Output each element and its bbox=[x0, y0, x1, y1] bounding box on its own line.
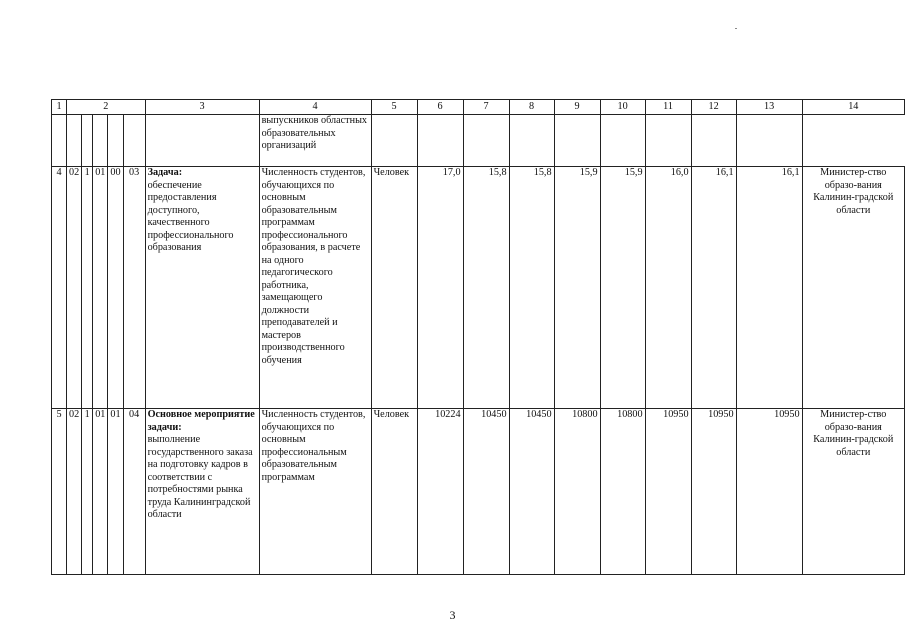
header-cell: 7 bbox=[463, 100, 509, 115]
activity-text: выполнение государственного заказа на подготовку кадров в соответствии с потребностями рынка труда Калининградской области bbox=[147, 434, 253, 520]
header-cell: 11 bbox=[645, 100, 691, 115]
code-cell: 01 bbox=[93, 409, 108, 575]
code-cell: 01 bbox=[93, 167, 108, 409]
indicator-cell: выпускников областных образовательных организаций bbox=[259, 115, 371, 167]
table-row bbox=[52, 115, 905, 167]
header-cell: 9 bbox=[554, 100, 600, 115]
header-cell: 10 bbox=[600, 100, 645, 115]
code-cell: 04 bbox=[123, 409, 145, 575]
code-cell: 02 bbox=[67, 167, 82, 409]
header-cell: 1 bbox=[52, 100, 67, 115]
table-row bbox=[52, 409, 905, 575]
task-cell bbox=[145, 167, 259, 409]
code-cell: 1 bbox=[82, 167, 93, 409]
header-cell: 2 bbox=[67, 100, 146, 115]
header-cell: 12 bbox=[691, 100, 736, 115]
task-label: Задача: bbox=[147, 167, 183, 178]
code-cell: 01 bbox=[108, 409, 123, 575]
indicator-cell: Численность студентов, обучающихся по основным профессиональным образовательным программам bbox=[259, 409, 371, 575]
page-number: 3 bbox=[449, 608, 456, 622]
table-row bbox=[52, 167, 905, 409]
header-cell: 13 bbox=[736, 100, 802, 115]
value-cell: 16,0 bbox=[645, 167, 691, 409]
value-cell: 15,8 bbox=[509, 167, 554, 409]
value-cell: 10450 bbox=[509, 409, 554, 575]
code-cell: 02 bbox=[67, 409, 82, 575]
code-cell: 00 bbox=[108, 167, 123, 409]
program-indicators-table bbox=[51, 99, 905, 575]
value-cell: 17,0 bbox=[417, 167, 463, 409]
row-number: 5 bbox=[52, 409, 67, 575]
value-cell: 15,8 bbox=[463, 167, 509, 409]
value-cell: 10950 bbox=[645, 409, 691, 575]
code-cell: 1 bbox=[82, 409, 93, 575]
header-cell: 8 bbox=[509, 100, 554, 115]
row-number: 4 bbox=[52, 167, 67, 409]
header-cell: 5 bbox=[371, 100, 417, 115]
header-cell: 3 bbox=[145, 100, 259, 115]
task-text: обеспечение предоставления доступного, качественного профессионального образования bbox=[147, 179, 234, 253]
unit-cell: Человек bbox=[371, 409, 417, 575]
code-cell: 03 bbox=[123, 167, 145, 409]
header-cell: 14 bbox=[802, 100, 904, 115]
value-cell: 15,9 bbox=[554, 167, 600, 409]
header-cell: 4 bbox=[259, 100, 371, 115]
value-cell: 16,1 bbox=[736, 167, 802, 409]
value-cell: 10950 bbox=[736, 409, 802, 575]
unit-cell: Человек bbox=[371, 167, 417, 409]
value-cell: 10800 bbox=[554, 409, 600, 575]
responsible-cell: Министер-ство образо-вания Калинин-градской области bbox=[802, 409, 904, 575]
activity-label: Основное мероприятие задачи: bbox=[147, 409, 255, 433]
activity-cell bbox=[145, 409, 259, 575]
value-cell: 16,1 bbox=[691, 167, 736, 409]
responsible-cell: Министер-ство образо-вания Калинин-градской области bbox=[802, 167, 904, 409]
value-cell: 10224 bbox=[417, 409, 463, 575]
value-cell: 10450 bbox=[463, 409, 509, 575]
value-cell: 10950 bbox=[691, 409, 736, 575]
value-cell: 10800 bbox=[600, 409, 645, 575]
scan-mark bbox=[735, 28, 737, 29]
indicator-cell: Численность студентов, обучающихся по основным образовательным программам профессионального образования, в расчете на одного педагогического работника, замещающего должности преподавателей и мастеров производственного обучения bbox=[259, 167, 371, 409]
value-cell: 15,9 bbox=[600, 167, 645, 409]
header-cell: 6 bbox=[417, 100, 463, 115]
header-row bbox=[52, 100, 905, 115]
